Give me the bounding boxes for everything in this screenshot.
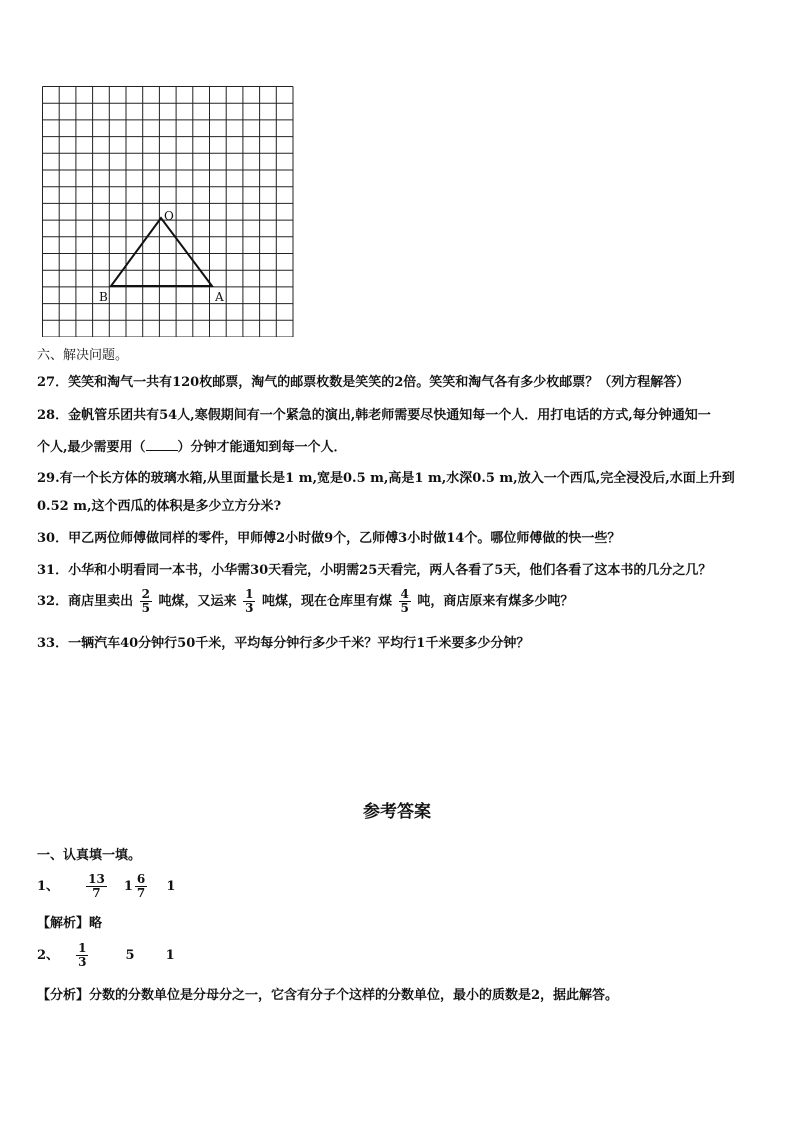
fraction-2-5: $\frac{2}{5}$	[141, 587, 150, 615]
question-30: 30．甲乙两位师傅做同样的零件，甲师傅2小时做9个，乙师傅3小时做14个。哪位师傅做的快一些？	[37, 531, 621, 546]
answer-1	[37, 873, 175, 900]
vertex-label-b: B	[99, 290, 108, 304]
answer-2-note: 【分析】分数的分数单位是分母分之一，它含有分子个这样的分数单位，最小的质数是2，据此解答。	[37, 988, 619, 1003]
answer-2-value-3: 1	[165, 948, 175, 963]
answer-1-note: 【解析】略	[37, 916, 103, 931]
fraction-13-7: $\frac{13}{7}$	[88, 872, 105, 900]
answers-title: 参考答案	[363, 802, 431, 822]
section6-heading: 六、解决问题。	[37, 348, 129, 363]
fraction-4-5: $\frac{4}{5}$	[400, 587, 409, 615]
answer-2-label: 2、	[37, 948, 60, 963]
question-32-text-4: 吨，商店原来有煤多少吨？	[417, 594, 574, 609]
question-28-text-b: ）分钟才能通知到每一个人．	[177, 440, 347, 455]
question-32-text-3: 吨煤，现在仓库里有煤	[261, 594, 392, 609]
fraction-6-7: $\frac{6}{7}$	[136, 872, 146, 900]
answer-1-last: 1	[166, 879, 176, 894]
question-31: 31．小华和小明看同一本书，小华需30天看完，小明需25天看完，两人各看了5天，他们各看了这本书的几分之几？	[37, 563, 712, 578]
question-28-text-a: 个人,最少需要用（	[37, 440, 146, 455]
question-28-line2	[37, 440, 347, 456]
question-33: 33．一辆汽车40分钟行50千米，平均每分钟行多少千米？平均行1千米要多少分钟？	[37, 636, 530, 651]
fraction-1-3: $\frac{1}{3}$	[245, 587, 254, 615]
vertex-label-o: O	[164, 209, 174, 223]
question-28-line1: 28．金帆管乐团共有54人,寒假期间有一个紧急的演出,韩老师需要尽快通知每一个人．用打电话的方式,每分钟通知一	[37, 408, 711, 423]
question-32	[37, 588, 573, 615]
fraction-1-3-answer: $\frac{1}{3}$	[78, 941, 87, 969]
answer-2	[37, 942, 175, 969]
mixed-number-whole: 1	[123, 879, 133, 894]
answer-1-label: 1、	[37, 879, 60, 894]
question-32-text-2: 吨煤，又运来	[158, 594, 237, 609]
grid-figure	[41, 85, 297, 337]
question-27: 27．笑笑和淘气一共有120枚邮票，淘气的邮票枚数是笑笑的2倍。笑笑和淘气各有多少枚邮票？（列方程解答）	[37, 375, 690, 390]
answer-2-value-2: 5	[125, 948, 135, 963]
answer-blank	[146, 440, 178, 451]
question-32-text-1: 32．商店里卖出	[37, 594, 134, 609]
question-29-line2: 0.52 m,这个西瓜的体积是多少立方分米?	[37, 499, 282, 514]
vertex-label-a: A	[215, 290, 224, 304]
answers-section1: 一、认真填一填。	[37, 848, 142, 863]
question-29-line1: 29.有一个长方体的玻璃水箱,从里面量长是1 m,宽是0.5 m,高是1 m,水深0.5 m,放入一个西瓜,完全浸没后,水面上升到	[37, 471, 735, 486]
